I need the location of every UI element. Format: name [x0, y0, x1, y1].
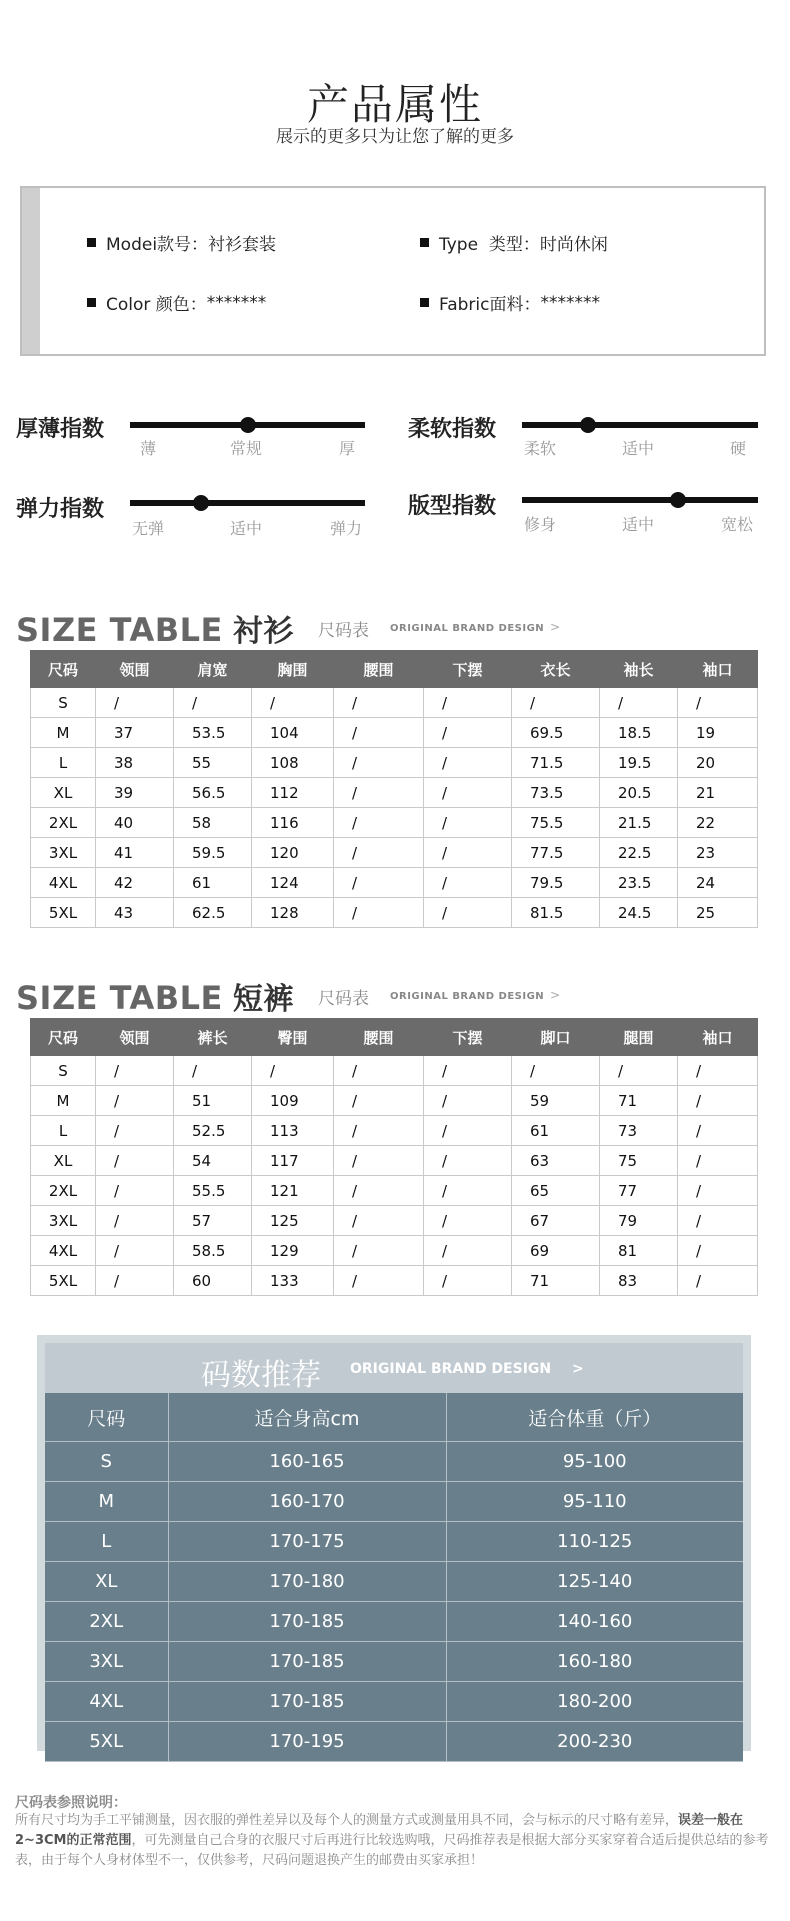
table-row [31, 868, 758, 898]
size-cell: L [45, 1522, 168, 1562]
attr-model [87, 230, 276, 255]
column-header: 袖长 [600, 651, 678, 688]
table-cell: / [334, 838, 424, 868]
table-cell: 128 [252, 898, 334, 928]
table-row [45, 1442, 743, 1482]
table-cell: / [96, 1146, 174, 1176]
table-cell: / [600, 688, 678, 718]
table-cell: / [96, 688, 174, 718]
recommend-table [45, 1393, 743, 1762]
index-tick: 薄 [140, 439, 157, 458]
attr-model-value: 衬衫套装 [208, 235, 277, 255]
table-row [31, 1176, 758, 1206]
table-row [45, 1602, 743, 1642]
table-cell: 55.5 [174, 1176, 252, 1206]
table-cell: 200-230 [446, 1722, 743, 1762]
table-cell: 95-100 [446, 1442, 743, 1482]
table-cell: 170-185 [168, 1682, 446, 1722]
table-cell: 22 [678, 808, 758, 838]
table-row [31, 1146, 758, 1176]
shorts-table-title [16, 974, 294, 1018]
table-cell: 79 [600, 1206, 678, 1236]
bullet-icon [420, 298, 429, 307]
table-cell: 23 [678, 838, 758, 868]
size-cell: S [31, 1056, 96, 1086]
table-cell: / [334, 1236, 424, 1266]
table-cell: / [424, 1086, 512, 1116]
size-cell: 5XL [31, 898, 96, 928]
shorts-table-sub: 尺码表 [318, 989, 369, 1009]
recommend-title: 码数推荐 [201, 1358, 321, 1393]
index-elasticity-knob [193, 495, 209, 511]
note-bold: 误差一般在2~3CM的正常范围 [15, 1813, 744, 1848]
table-cell: 60 [174, 1266, 252, 1296]
table-cell: / [600, 1056, 678, 1086]
table-cell: 25 [678, 898, 758, 928]
table-row [31, 838, 758, 868]
table-row [31, 1236, 758, 1266]
table-cell: 23.5 [600, 868, 678, 898]
table-cell: 73.5 [512, 778, 600, 808]
size-cell: 3XL [31, 838, 96, 868]
size-cell: M [45, 1482, 168, 1522]
size-cell: XL [31, 1146, 96, 1176]
table-cell: 37 [96, 718, 174, 748]
table-cell: / [334, 808, 424, 838]
table-row [31, 718, 758, 748]
table-cell: 112 [252, 778, 334, 808]
page-title: 产品属性 [306, 80, 483, 129]
index-tick: 弹力 [330, 519, 363, 538]
column-header: 下摆 [424, 651, 512, 688]
table-cell: 75.5 [512, 808, 600, 838]
table-cell: 108 [252, 748, 334, 778]
table-cell: 160-170 [168, 1482, 446, 1522]
shirt-size-table [30, 650, 758, 928]
table-cell: 21.5 [600, 808, 678, 838]
table-cell: / [96, 1176, 174, 1206]
table-cell: / [678, 1086, 758, 1116]
table-cell: 24.5 [600, 898, 678, 928]
index-tick: 适中 [230, 519, 263, 538]
table-cell: 75 [600, 1146, 678, 1176]
table-cell: 121 [252, 1176, 334, 1206]
table-cell: 109 [252, 1086, 334, 1116]
table-row [31, 1116, 758, 1146]
note-text [15, 1811, 781, 1871]
table-row [45, 1682, 743, 1722]
chevron-right-icon: > [550, 620, 561, 634]
table-row [45, 1482, 743, 1522]
index-tick: 柔软 [524, 439, 557, 458]
size-cell: 5XL [31, 1266, 96, 1296]
table-cell: 69.5 [512, 718, 600, 748]
table-cell: 65 [512, 1176, 600, 1206]
table-cell: 61 [512, 1116, 600, 1146]
table-cell: 52.5 [174, 1116, 252, 1146]
column-header: 臀围 [252, 1019, 334, 1056]
shorts-table-brand: ORIGINAL BRAND DESIGN [390, 991, 545, 1002]
index-tick: 修身 [524, 515, 557, 534]
table-cell: 41 [96, 838, 174, 868]
table-cell: 170-175 [168, 1522, 446, 1562]
size-cell: 4XL [45, 1682, 168, 1722]
table-row [31, 1056, 758, 1086]
size-cell: 4XL [31, 1236, 96, 1266]
table-cell: 124 [252, 868, 334, 898]
attr-color-value: ******* [206, 292, 267, 313]
column-header: 胸围 [252, 651, 334, 688]
table-cell: 58 [174, 808, 252, 838]
table-cell: / [334, 1266, 424, 1296]
table-cell: 40 [96, 808, 174, 838]
table-row [31, 808, 758, 838]
note-title: 尺码表参照说明： [15, 1795, 127, 1811]
table-cell: / [424, 808, 512, 838]
table-cell: / [96, 1236, 174, 1266]
table-row [31, 688, 758, 718]
table-cell: 63 [512, 1146, 600, 1176]
table-cell: / [334, 748, 424, 778]
table-cell: 18.5 [600, 718, 678, 748]
index-tick: 适中 [622, 439, 655, 458]
table-cell: 129 [252, 1236, 334, 1266]
table-cell: 19 [678, 718, 758, 748]
shirt-table-title-en: SIZE TABLE [16, 611, 223, 649]
table-cell: 95-110 [446, 1482, 743, 1522]
table-cell: 77 [600, 1176, 678, 1206]
shirt-table-title [16, 606, 294, 650]
column-header: 适合体重（斤） [446, 1393, 743, 1442]
table-cell: 170-180 [168, 1562, 446, 1602]
table-cell: / [334, 718, 424, 748]
table-cell: / [334, 1176, 424, 1206]
table-cell: 58.5 [174, 1236, 252, 1266]
index-fit-label: 版型指数 [408, 494, 497, 519]
table-cell: / [252, 1056, 334, 1086]
shorts-size-table [30, 1018, 758, 1296]
size-cell: 2XL [31, 1176, 96, 1206]
table-row [45, 1642, 743, 1682]
size-cell: 3XL [31, 1206, 96, 1236]
index-thickness-knob [240, 417, 256, 433]
table-cell: / [424, 1176, 512, 1206]
table-row [31, 898, 758, 928]
table-cell: / [678, 1056, 758, 1086]
table-cell: 125-140 [446, 1562, 743, 1602]
table-cell: / [174, 1056, 252, 1086]
index-tick: 厚 [339, 439, 356, 458]
table-cell: 67 [512, 1206, 600, 1236]
recommend-header [45, 1343, 743, 1393]
column-header: 袖口 [678, 1019, 758, 1056]
table-cell: 140-160 [446, 1602, 743, 1642]
table-cell: / [334, 1116, 424, 1146]
table-cell: / [424, 1266, 512, 1296]
chevron-right-icon: > [572, 1361, 584, 1377]
table-cell: 83 [600, 1266, 678, 1296]
table-cell: 59.5 [174, 838, 252, 868]
table-cell: / [424, 1146, 512, 1176]
column-header: 领围 [96, 1019, 174, 1056]
table-cell: / [424, 1116, 512, 1146]
attr-model-label: Modei款号： [106, 235, 209, 255]
table-cell: 53.5 [174, 718, 252, 748]
table-cell: / [678, 1116, 758, 1146]
table-cell: / [512, 688, 600, 718]
index-softness-track [522, 422, 758, 428]
note-part1: 所有尺寸均为手工平铺测量，因衣服的弹性差异以及每个人的测量方式或测量用具不同，会与标示的尺寸略有差异， [15, 1813, 679, 1828]
attr-type [420, 230, 608, 255]
column-header: 衣长 [512, 651, 600, 688]
table-cell: / [678, 1146, 758, 1176]
table-cell: / [424, 1206, 512, 1236]
table-cell: / [424, 688, 512, 718]
table-header-row [31, 1019, 758, 1056]
shorts-table-title-en: SIZE TABLE [16, 979, 223, 1017]
attributes-side-bar [22, 188, 40, 354]
index-fit-track [522, 497, 758, 503]
shirt-table-title-cn: 衬衫 [232, 614, 294, 649]
column-header: 裤长 [174, 1019, 252, 1056]
table-cell: / [334, 1206, 424, 1236]
table-cell: 57 [174, 1206, 252, 1236]
table-cell: 43 [96, 898, 174, 928]
index-softness-label: 柔软指数 [408, 417, 497, 442]
table-cell: 24 [678, 868, 758, 898]
table-cell: 77.5 [512, 838, 600, 868]
bullet-icon [87, 298, 96, 307]
column-header: 腿围 [600, 1019, 678, 1056]
column-header: 脚口 [512, 1019, 600, 1056]
table-cell: 54 [174, 1146, 252, 1176]
table-cell: 56.5 [174, 778, 252, 808]
table-cell: / [334, 1146, 424, 1176]
index-elasticity-track [130, 500, 365, 506]
table-row [31, 748, 758, 778]
table-cell: / [334, 1056, 424, 1086]
table-cell: / [678, 1266, 758, 1296]
table-cell: / [678, 1236, 758, 1266]
table-cell: 160-165 [168, 1442, 446, 1482]
size-cell: XL [45, 1562, 168, 1602]
table-cell: 38 [96, 748, 174, 778]
table-row [31, 1266, 758, 1296]
index-tick: 硬 [730, 439, 747, 458]
table-cell: / [334, 898, 424, 928]
table-cell: / [174, 688, 252, 718]
table-cell: / [334, 688, 424, 718]
size-cell: L [31, 1116, 96, 1146]
table-cell: 170-185 [168, 1642, 446, 1682]
column-header: 尺码 [31, 651, 96, 688]
table-row [31, 1206, 758, 1236]
size-cell: 4XL [31, 868, 96, 898]
table-cell: 117 [252, 1146, 334, 1176]
table-cell: 42 [96, 868, 174, 898]
table-cell: 116 [252, 808, 334, 838]
table-cell: 133 [252, 1266, 334, 1296]
table-cell: / [424, 748, 512, 778]
table-row [45, 1722, 743, 1762]
table-cell: / [512, 1056, 600, 1086]
table-row [31, 1086, 758, 1116]
size-cell: 5XL [45, 1722, 168, 1762]
table-cell: / [424, 898, 512, 928]
table-cell: 71 [600, 1086, 678, 1116]
table-cell: 22.5 [600, 838, 678, 868]
index-fit-knob [670, 492, 686, 508]
size-cell: S [45, 1442, 168, 1482]
table-header-row [45, 1393, 743, 1442]
table-cell: / [96, 1086, 174, 1116]
table-cell: 20 [678, 748, 758, 778]
table-cell: 160-180 [446, 1642, 743, 1682]
table-cell: 170-195 [168, 1722, 446, 1762]
table-cell: 104 [252, 718, 334, 748]
size-cell: 3XL [45, 1642, 168, 1682]
table-cell: 120 [252, 838, 334, 868]
table-cell: 62.5 [174, 898, 252, 928]
recommend-brand: ORIGINAL BRAND DESIGN [350, 1361, 552, 1377]
table-row [45, 1522, 743, 1562]
table-cell: 21 [678, 778, 758, 808]
index-elasticity-label: 弹力指数 [16, 497, 105, 522]
table-cell: 125 [252, 1206, 334, 1236]
table-cell: 51 [174, 1086, 252, 1116]
attr-color-label: Color 颜色： [106, 295, 207, 315]
table-cell: 19.5 [600, 748, 678, 778]
size-cell: XL [31, 778, 96, 808]
table-cell: 79.5 [512, 868, 600, 898]
table-cell: 61 [174, 868, 252, 898]
attr-fabric-value: ******* [540, 292, 600, 313]
page-subtitle: 展示的更多只为让您了解的更多 [276, 127, 514, 147]
table-cell: 69 [512, 1236, 600, 1266]
table-cell: 73 [600, 1116, 678, 1146]
attr-type-label: Type 类型： [439, 235, 540, 255]
table-cell: / [334, 1086, 424, 1116]
table-cell: / [252, 688, 334, 718]
index-tick: 适中 [622, 515, 655, 534]
table-cell: 81 [600, 1236, 678, 1266]
table-cell: / [424, 718, 512, 748]
index-thickness-label: 厚薄指数 [16, 417, 105, 442]
size-cell: L [31, 748, 96, 778]
attr-color [87, 290, 266, 315]
column-header: 适合身高cm [168, 1393, 446, 1442]
column-header: 尺码 [31, 1019, 96, 1056]
table-cell: / [424, 1056, 512, 1086]
table-cell: / [424, 1236, 512, 1266]
table-cell: / [424, 868, 512, 898]
column-header: 下摆 [424, 1019, 512, 1056]
index-softness-knob [580, 417, 596, 433]
shirt-table-brand: ORIGINAL BRAND DESIGN [390, 623, 545, 634]
table-cell: / [678, 688, 758, 718]
size-cell: M [31, 1086, 96, 1116]
size-cell: 2XL [45, 1602, 168, 1642]
note-part2: ，可先测量自己合身的衣服尺寸后再进行比较选购哦，尺码推荐表是根据大部分买家穿着合适后提供总结的参考表，由于每个人身材体型不一，仅供参考，尺码问题退换产生的邮费由买家承担！ [15, 1833, 769, 1868]
index-tick: 宽松 [721, 515, 754, 534]
table-cell: / [96, 1206, 174, 1236]
column-header: 袖口 [678, 651, 758, 688]
table-cell: 39 [96, 778, 174, 808]
column-header: 腰围 [334, 651, 424, 688]
table-cell: 71 [512, 1266, 600, 1296]
table-cell: / [678, 1176, 758, 1206]
table-cell: 20.5 [600, 778, 678, 808]
table-cell: 71.5 [512, 748, 600, 778]
attr-fabric [420, 290, 600, 315]
table-cell: 113 [252, 1116, 334, 1146]
bullet-icon [420, 238, 429, 247]
attributes-box [20, 186, 766, 356]
table-cell: 110-125 [446, 1522, 743, 1562]
table-row [45, 1562, 743, 1602]
column-header: 肩宽 [174, 651, 252, 688]
column-header: 尺码 [45, 1393, 168, 1442]
shirt-table-sub: 尺码表 [318, 621, 369, 641]
table-cell: / [96, 1266, 174, 1296]
index-tick: 常规 [230, 439, 263, 458]
attr-fabric-label: Fabric面料： [439, 295, 541, 315]
table-cell: / [424, 778, 512, 808]
table-cell: / [334, 868, 424, 898]
chevron-right-icon: > [550, 988, 561, 1002]
attr-type-value: 时尚休闲 [539, 235, 608, 255]
table-cell: / [96, 1056, 174, 1086]
column-header: 领围 [96, 651, 174, 688]
table-cell: 59 [512, 1086, 600, 1116]
table-cell: / [334, 778, 424, 808]
shorts-table-title-cn: 短裤 [232, 982, 294, 1017]
table-cell: 180-200 [446, 1682, 743, 1722]
size-cell: 2XL [31, 808, 96, 838]
table-cell: 81.5 [512, 898, 600, 928]
table-cell: / [96, 1116, 174, 1146]
size-cell: S [31, 688, 96, 718]
bullet-icon [87, 238, 96, 247]
table-row [31, 778, 758, 808]
table-cell: 55 [174, 748, 252, 778]
table-cell: 170-185 [168, 1602, 446, 1642]
table-cell: / [678, 1206, 758, 1236]
table-header-row [31, 651, 758, 688]
size-cell: M [31, 718, 96, 748]
column-header: 腰围 [334, 1019, 424, 1056]
index-tick: 无弹 [132, 519, 165, 538]
table-cell: / [424, 838, 512, 868]
